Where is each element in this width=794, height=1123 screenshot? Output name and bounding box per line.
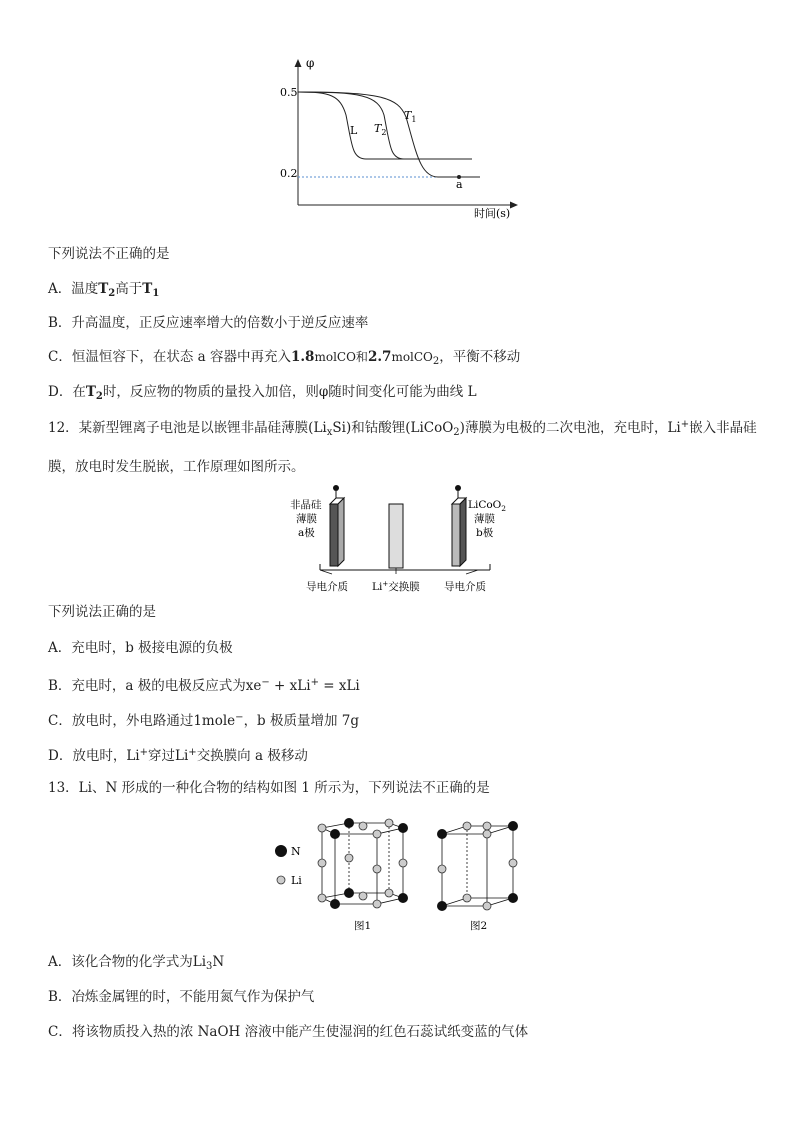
q12-stem: 12．某新型锂离子电池是以嵌锂非晶硅薄膜$(Li_xSi)$和钴酸锂(LiCoO$_2$)薄膜为电极的二次电池，充电时，Li+嵌入非晶硅膜，放电时发生脱嵌，工作原理如图所示。 (48, 419, 757, 475)
bottom-label-mid: Li+交换膜 (372, 580, 420, 593)
bottom-label-right: 导电介质 (444, 581, 486, 593)
right-label-3: b极 (476, 527, 494, 539)
q11-option-c: C．恒温恒容下，在状态 a 容器中再充入1.8molCO和2.7molCO$_2$，平衡不移动 (48, 349, 521, 367)
curve-L-label: L (350, 124, 358, 137)
left-terminal (333, 485, 339, 491)
right-terminal (455, 485, 461, 491)
q12-option-b: B．充电时，a 极的电极反应式为xe− + xLi+ = xLi (48, 677, 360, 694)
point-a-label: a (456, 178, 463, 191)
curve-T1 (298, 92, 480, 177)
q12-option-a: A．充电时，b 极接电源的负极 (48, 640, 233, 656)
left-label-1: 非晶硅 (290, 499, 322, 511)
left-label-2: 薄膜 (296, 513, 317, 525)
q13-option-a: A．该化合物的化学式为$Li_3N$ (48, 954, 225, 972)
q12-option-c: C．放电时，外电路通过1mole−，b 极质量增加 7g (48, 712, 360, 729)
figure-2-structure (442, 826, 513, 906)
curve-T2 (298, 92, 472, 159)
legend-li-icon (277, 876, 285, 884)
figure-1-caption: 图1 (354, 920, 372, 932)
tick-0.5: 0.5 (280, 86, 298, 99)
curve-L (298, 92, 472, 159)
q12-ask: 下列说法正确的是 (48, 604, 156, 620)
li-exchange-membrane (389, 504, 403, 568)
left-label-3: a极 (298, 527, 315, 539)
q11-option-d: D．在$T_2$时，反应物的物质的量投入加倍，则φ随时间变化可能为曲线 L (48, 384, 477, 402)
tick-0.2: 0.2 (280, 167, 298, 180)
legend-li-label: Li (291, 874, 302, 887)
q12-option-d: D．放电时，Li+穿过Li+交换膜向 a 极移动 (48, 747, 308, 764)
crystal-structure-figure (265, 812, 535, 937)
bottom-label-left: 导电介质 (306, 581, 348, 593)
q11-stem: 下列说法不正确的是 (48, 246, 170, 262)
q13-option-c: C．将该物质投入热的浓 NaOH 溶液中能产生使湿润的红色石蕊试纸变蓝的气体 (48, 1024, 529, 1040)
q13-stem: 13．Li、N 形成的一种化合物的结构如图 1 所示为，下列说法不正确的是 (48, 780, 490, 796)
figure-2-atoms (437, 821, 518, 911)
right-label-2: 薄膜 (474, 513, 495, 525)
y-axis-arrow (295, 59, 302, 67)
q11-option-b: B．升高温度，正反应速率增大的倍数小于逆反应速率 (48, 315, 369, 331)
legend-n-label: N (291, 845, 301, 858)
curve-T2-label: $T_2$ (374, 122, 387, 137)
phi-time-graph (270, 55, 530, 225)
right-label-1: LiCoO$_2$ (468, 499, 507, 513)
curve-T1-label: $T_1$ (404, 109, 417, 124)
figure-2-caption: 图2 (470, 920, 488, 932)
q11-option-a: A．温度$T_2$高于$T_1$ (48, 281, 160, 299)
x-axis-arrow (510, 202, 518, 209)
legend-n-icon (276, 846, 287, 857)
y-axis-label: φ (306, 56, 315, 70)
x-axis-label: 时间(s) (474, 207, 511, 220)
q13-option-b: B．冶炼金属锂的时，不能用氮气作为保护气 (48, 989, 315, 1005)
battery-diagram (280, 480, 520, 598)
